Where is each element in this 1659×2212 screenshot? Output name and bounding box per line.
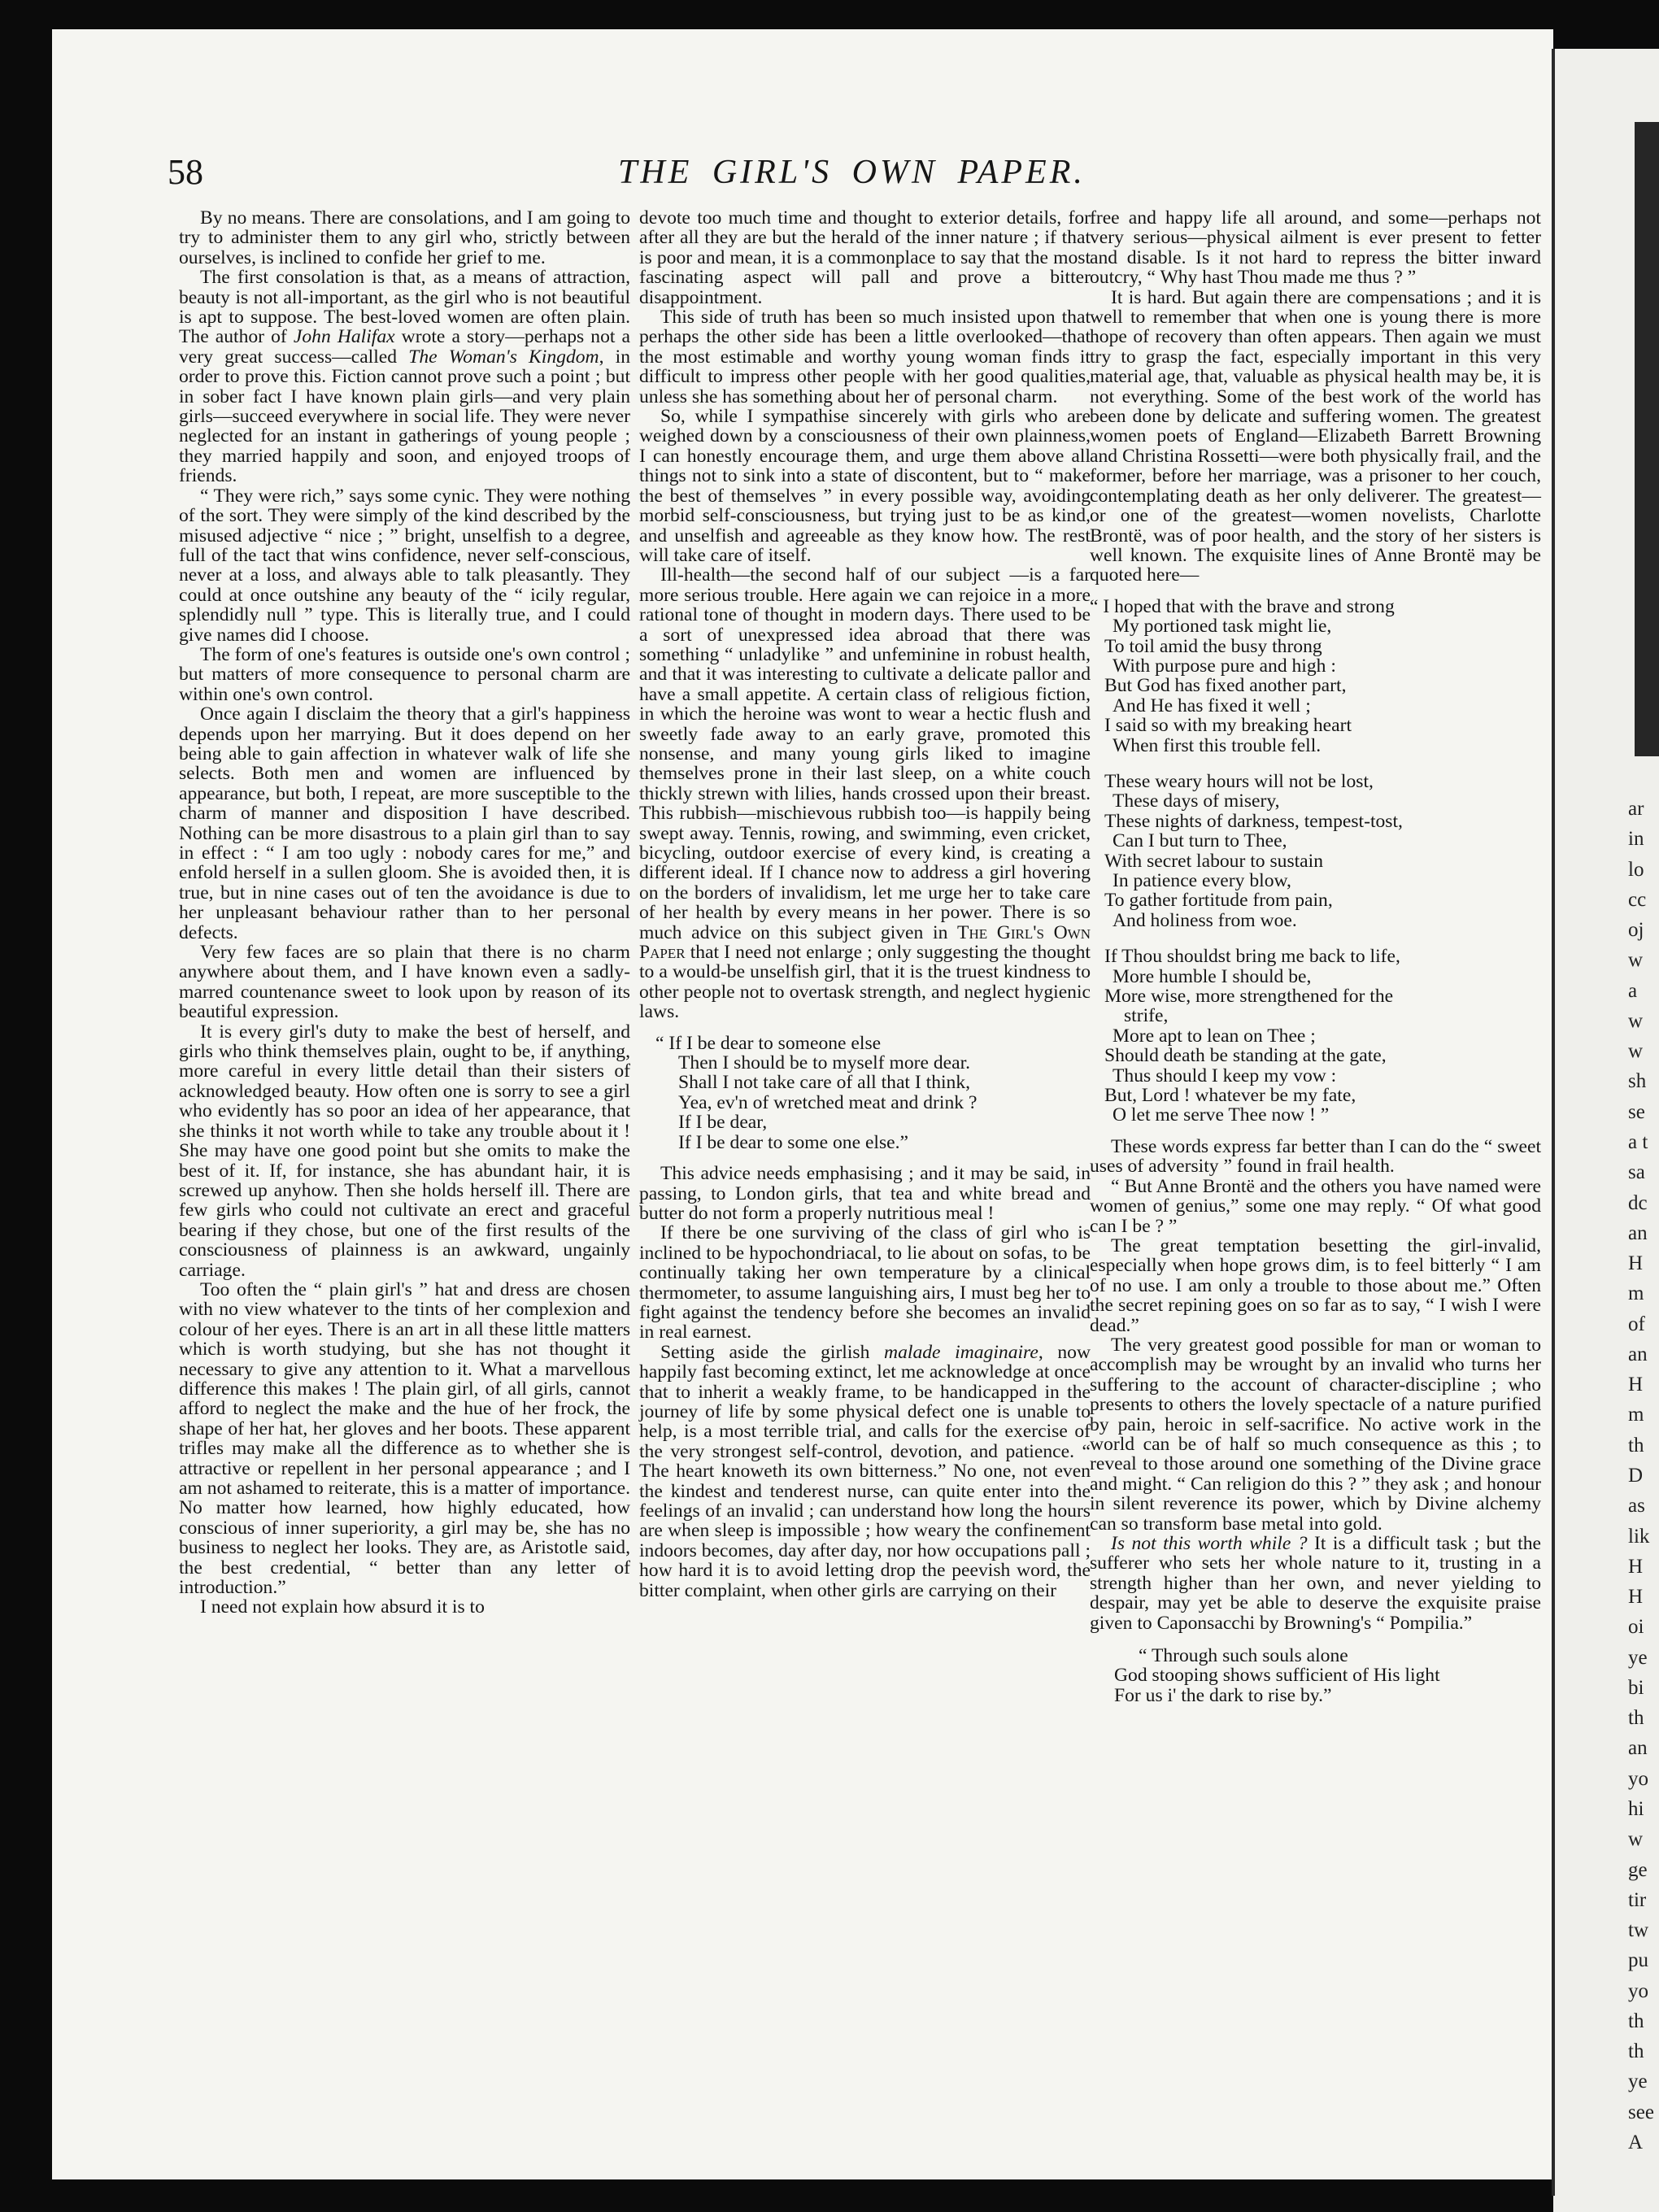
facing-page-fragment: of <box>1628 1313 1645 1335</box>
facing-page-fragment: ye <box>1628 1647 1648 1669</box>
verse-line: But God has fixed another part, <box>1104 675 1347 697</box>
verse-line: Yea, ev'n of wretched meat and drink ? <box>678 1091 978 1113</box>
facing-page-fragment: a t <box>1628 1131 1648 1153</box>
facing-page-fragment: H <box>1628 1586 1644 1608</box>
paragraph: This advice needs emphasising ; and it may be said, in passing, to London girls, that tea and white bread and butter do not form a properly nutritious meal ! <box>639 1163 1091 1224</box>
italic-lead: Is not this worth while ? <box>1111 1533 1308 1554</box>
book-title: John Halifax <box>293 326 395 348</box>
facing-page-fragment: H <box>1628 1374 1644 1396</box>
verse-line: If Thou shouldst bring me back to life, <box>1104 946 1400 968</box>
facing-page-fragment: hi <box>1628 1798 1644 1820</box>
facing-page-fragment: a <box>1628 980 1638 1002</box>
paragraph: By no means. There are consolations, and I am going to try to administer them to any girl who, strictly between ourselves, is inclined to confide her grief to me. <box>179 207 630 268</box>
facing-page-fragment: lik <box>1628 1526 1650 1548</box>
facing-page-fragment: w <box>1628 1040 1644 1062</box>
paragraph: Ill-health—the second half of our subject —is a far more serious trouble. Here again we can rejoice in a more rational tone of thought in modern days. There used to be a sort of unexpressed idea abroad that there was something “ unladylike ” and unfeminine in robust health, and that it was interesting to cultivate a delicate pallor and have a small appetite. A certain class of religious fiction, in which the heroine was wont to wear a hectic flush and sweetly fade away to an early grave, promoted this nonsense, and many young girls liked to imagine themselves prone in their last sleep, on a white couch thickly strewn with lilies, hands crossed upon their breast. This rubbish—mischievous rubbish too—is happily being swept away. Tennis, rowing, and swimming, even cricket, bicycling, outdoor exercise of every kind, is creating a different ideal. If I chance now to address a girl hovering on the borders of invalidism, let me urge her to take care of her health by every means in her power. There is so much advice on this subject given in The Girl's Own Paper that I need not enlarge ; only suggesting the thought to a would-be unselfish girl, that it is the truest kindness to other people not to overtask strength, and neglect hygienic laws. <box>639 564 1091 1023</box>
facing-page-fragment: in <box>1628 828 1644 850</box>
facing-page-fragment: H <box>1628 1556 1644 1578</box>
verse-line: My portioned task might lie, <box>1113 616 1332 638</box>
paragraph: It is hard. But again there are compensations ; and it is well to remember that when one is young there is more hope of recovery than often appears. Then again we must try to grasp the fact, especially important in this very material age, that, valuable as physical health may be, it is not everything. Some of the best work of the world has been done by delicate and suffering women. The greatest women poets of England—Elizabeth Barrett Browning and Christina Rossetti—were both physically frail, and the former, before her marriage, was a prisoner to her couch, contemplating death as her only deliverer. The greatest—or one of the greatest—women novelists, Charlotte Brontë, was of poor health, and the story of her sisters is well known. The exquisite lines of Anne Brontë may be quoted here— <box>1090 286 1541 586</box>
facing-page-fragment: as <box>1628 1495 1645 1517</box>
paragraph: Once again I disclaim the theory that a girl's happiness depends upon her marrying. But it does depend on her being able to gain affection in whatever walk of life she selects. Both men and women are influenced by appearance, but both, I repeat, are more susceptible to the charm of manner and disposition I have described. Nothing can be more disastrous to a plain girl than to say in effect : “ I am too ugly : nobody cares for me,” and enfold herself in a sullen gloom. She is avoided then, it is true, but in nine cases out of ten the avoidance is due to her unpleasant behaviour rather than to her personal defects. <box>179 703 630 943</box>
facing-page-fragment: pu <box>1628 1949 1648 1971</box>
verse-line: More humble I should be, <box>1113 965 1312 987</box>
facing-page-fragment: tir <box>1628 1889 1647 1911</box>
verse-line: More apt to lean on Thee ; <box>1113 1025 1316 1047</box>
verse-line: But, Lord ! whatever be my fate, <box>1104 1085 1356 1107</box>
verse-line: O let me serve Thee now ! ” <box>1113 1104 1330 1126</box>
facing-page-fragment: ye <box>1628 2070 1648 2092</box>
gutter-shadow <box>1552 49 1555 2196</box>
facing-page-fragment: m <box>1628 1282 1644 1304</box>
verse-line: These weary hours will not be lost, <box>1104 770 1374 792</box>
verse-line: To gather fortitude from pain, <box>1104 890 1333 912</box>
stanza <box>1090 947 1541 1126</box>
facing-page-illustration-edge <box>1635 122 1659 756</box>
verse-line: Should death be standing at the gate, <box>1104 1045 1387 1067</box>
column-1 <box>179 208 630 1618</box>
verse-line: And holiness from woe. <box>1113 909 1297 931</box>
paragraph: “ They were rich,” says some cynic. They were nothing of the sort. They were simply of the kind described by the misused adjective “ nice ; ” bright, unselfish to a degree, full of the tact that wins confidence, never self-conscious, never at a loss, and always able to talk pleasantly. They could at once outshine any beauty of the “ icily regular, splendidly null ” type. This is literally true, and I could give names did I choose. <box>179 485 630 646</box>
paragraph: Is not this worth while ? It is a difficult task ; but the sufferer who sets her whole nature to it, trusting in a strength higher than her own, and never yielding to despair, may yet be able to deserve the exquisite praise given to Caponsacchi by Browning's “ Pompilia.” <box>1090 1533 1542 1634</box>
facing-page-fragment: w <box>1628 949 1644 971</box>
verse-line: These nights of darkness, tempest-tost, <box>1104 810 1403 832</box>
foreign-phrase: malade imaginaire <box>884 1341 1039 1363</box>
facing-page-fragment: an <box>1628 1222 1648 1244</box>
verse-line: With secret labour to sustain <box>1104 850 1324 872</box>
verse-line: These days of misery, <box>1113 790 1280 812</box>
paragraph: The form of one's features is outside one's own control ; but matters of more consequence to personal charm are within one's own control. <box>179 643 630 705</box>
verse-line: To toil amid the busy throng <box>1104 635 1322 657</box>
facing-page-fragment: lo <box>1628 859 1644 881</box>
facing-page-fragment: yo <box>1628 1980 1648 2002</box>
paragraph: Too often the “ plain girl's ” hat and dress are chosen with no view whatever to the tints of her complexion and colour of her eyes. There is an art in all these little matters which is worth studying, but she has not thought it necessary to give any attention to it. What a marvellous difference this makes ! The plain girl, of all girls, cannot afford to neglect the make and the hue of her frock, the shape of her hat, her gloves and her boots. These apparent trifles may make all the difference as to whether she is attractive or repellent in her personal appearance ; and I am not ashamed to reiterate, this is a matter of importance. No matter how learned, how highly educated, how conscious of inner superiority, a girl may be, she has no business to neglect her looks. They are, as Aristotle said, the best credential, “ better than any letter of introduction.” <box>179 1278 630 1599</box>
verse-line: “ Through such souls alone <box>1139 1645 1348 1667</box>
facing-page-fragment: A <box>1628 2131 1644 2153</box>
verse-line: “ If I be dear to someone else <box>655 1032 882 1054</box>
paragraph: devote too much time and thought to exterior details, for after all they are but the herald of the inner nature ; if that is poor and mean, it is a commonplace to say that the most fascinating aspect will pall and prove a bitter disappointment. <box>639 207 1091 308</box>
verse-line: strife, <box>1124 1005 1169 1027</box>
facing-page-fragment: oj <box>1628 919 1644 941</box>
verse-line: Thus should I keep my vow : <box>1113 1065 1337 1086</box>
facing-page-fragment: th <box>1628 2040 1644 2062</box>
facing-page-fragment: oi <box>1628 1616 1644 1638</box>
verse-line: With purpose pure and high : <box>1113 655 1336 677</box>
verse-line: “ I hoped that with the brave and strong <box>1090 595 1395 617</box>
facing-page-fragment: m <box>1628 1404 1644 1426</box>
magazine-title: The Girl's Own Paper <box>639 921 1091 964</box>
verse-line: Then I should be to myself more dear. <box>678 1052 971 1074</box>
facing-page-fragment: th <box>1628 1435 1644 1457</box>
running-title: THE GIRL'S OWN PAPER. <box>618 154 1086 191</box>
verse-quotation-browning <box>1090 1646 1541 1705</box>
facing-page-fragment: yo <box>1628 1768 1648 1790</box>
column-3 <box>1090 208 1541 1717</box>
verse-line: For us i' the dark to rise by.” <box>1114 1684 1332 1706</box>
paragraph: So, while I sympathise sincerely with girls who are weighed down by a consciousness of their own plainness, I can honestly encourage them, and urge them above all things not to sink into a state of discontent, but to “ make the best of themselves ” in every possible way, avoiding morbid self-consciousness, but trying just to be as kind, and unselfish and agreeable as they know how. The rest will take care of itself. <box>639 406 1091 566</box>
paragraph: If there be one surviving of the class of girl who is inclined to be hypochondriacal, to lie about on sofas, to be continually taking her own temperature by a clinical thermometer, to assume languishing airs, I must beg her to fight against the tendency before she becomes an invalid in real earnest. <box>639 1222 1091 1343</box>
paragraph: The great temptation besetting the girl-invalid, especially when hope grows dim, is to feel bitterly “ I am of no use. I am only a trouble to those about me.” Often the secret repining goes on so far as to say, “ I wish I were dead.” <box>1090 1234 1541 1336</box>
paragraph: This side of truth has been so much insisted upon that perhaps the other side has been a little overlooked—that the most estimable and worthy young woman finds it difficult to impress other people with her good qualities, unless she has something about her of personal charm. <box>639 307 1091 407</box>
facing-page-fragment: ge <box>1628 1859 1648 1881</box>
facing-page-fragment: ar <box>1628 798 1644 820</box>
paragraph: “ But Anne Brontë and the others you have named were women of genius,” some one may reply. “ Of what good can I be ? ” <box>1090 1175 1541 1237</box>
verse-line: When first this trouble fell. <box>1113 734 1322 756</box>
paragraph: These words express far better than I can do the “ sweet uses of adversity ” found in frail health. <box>1090 1135 1541 1178</box>
facing-page-fragment: H <box>1628 1252 1644 1274</box>
facing-page-fragment: an <box>1628 1737 1648 1759</box>
paragraph: Very few faces are so plain that there is no charm anywhere about them, and I have known even a sadly-marred countenance sweet to look upon by reason of its beautiful expression. <box>179 942 630 1023</box>
facing-page-fragment: see <box>1628 2101 1654 2123</box>
facing-page-fragment: sh <box>1628 1070 1647 1092</box>
verse-line: And He has fixed it well ; <box>1113 695 1311 716</box>
stanza <box>1090 772 1541 930</box>
paragraph: The very greatest good possible for man or woman to accomplish may be wrought by an invalid who turns her suffering to the account of character-discipline ; who presents to others the lovely spectacle of a nature purified by pain, heroic in self-sacrifice. No active work in the world can be of half so much consequence as this ; to reveal to those around one something of the Divine grace and might. “ Can religion do this ? ” they ask ; and honour in silent reverence its power, which by Divine alchemy can so transform base metal into gold. <box>1090 1334 1541 1535</box>
verse-line: If I be dear, <box>678 1112 768 1134</box>
facing-page-fragment: th <box>1628 1707 1644 1729</box>
paragraph: I need not explain how absurd it is to <box>200 1596 485 1618</box>
verse-line: Can I but turn to Thee, <box>1113 830 1287 852</box>
paragraph: The first consolation is that, as a means of attraction, beauty is not all-important, as the girl who is not beautiful is apt to suppose. The best-loved women are often plain. The author of John Halifax wrote a story—perhaps not a very great success—called The Woman's Kingdom, in order to prove this. Fiction cannot prove such a point ; but in sober fact I have known plain girls—and very plain girls—succeed everywhere in social life. They were never neglected for an instant in gatherings of young people ; they married happily and soon, and enjoyed troops of friends. <box>179 267 630 487</box>
facing-page-fragment: tw <box>1628 1919 1648 1941</box>
facing-page-fragment: bi <box>1628 1677 1644 1699</box>
page-number: 58 <box>168 152 203 192</box>
paragraph: free and happy life all around, and some—perhaps not very serious—physical ailment is ever present to fetter and disable. Is it not hard to repress the bitter inward outcry, “ Why hast Thou made me thus ? ” <box>1090 207 1541 289</box>
verse-line: If I be dear to some one else.” <box>678 1131 908 1153</box>
paragraph: Setting aside the girlish malade imaginaire, now happily fast becoming extinct, let me acknowledge at once that to inherit a weakly frame, to be handicapped in the journey of life by some physical defect one is unable to help, is a most terrible trial, and calls for the exercise of the very strongest self-control, devotion, and patience. “ The heart knoweth its own bitterness.” No one, not even the kindest and tenderest nurse, can quite enter into the feelings of an invalid ; can understand how long the hours are when sleep is impossible ; how weary the confinement indoors becomes, day after day, nor how occupations pall ; how hard it is to avoid letting drop the peevish word, the bitter complaint, when other girls are carrying on their <box>639 1341 1091 1601</box>
column-2 <box>639 208 1091 1600</box>
facing-page-fragment: D <box>1628 1465 1644 1487</box>
verse-line: In patience every blow, <box>1113 870 1291 891</box>
stanza <box>1090 597 1541 755</box>
facing-page-fragment: th <box>1628 2010 1644 2032</box>
verse-line: Shall I not take care of all that I think, <box>678 1072 971 1094</box>
verse-line: God stooping shows sufficient of His light <box>1114 1665 1440 1687</box>
verse-quotation <box>655 1034 1091 1152</box>
facing-page-fragment: se <box>1628 1101 1645 1123</box>
verse-line: I said so with my breaking heart <box>1104 715 1352 737</box>
facing-page-fragment: sa <box>1628 1161 1645 1183</box>
facing-page-fragment: dc <box>1628 1192 1648 1214</box>
verse-line: More wise, more strengthened for the <box>1104 986 1394 1008</box>
facing-page-fragment: w <box>1628 1010 1644 1032</box>
facing-page-fragment: w <box>1628 1828 1644 1850</box>
facing-page-fragment: an <box>1628 1343 1648 1365</box>
facing-page-fragment: cc <box>1628 889 1647 911</box>
verse-quotation-anne-bronte <box>1090 597 1541 1126</box>
book-title: The Woman's Kingdom <box>408 346 599 368</box>
paragraph: It is every girl's duty to make the best of herself, and girls who think themselves plain, ought to be, if anything, more careful in every little detail than their sisters of acknowledged beauty. How often one is sorry to see a girl who evidently has so poor an idea of her appearance, that she thinks it not worth while to take any trouble about it ! She may have one good point but she omits to make the best of it. If, for instance, she has abundant hair, it is screwed up anyhow. Then she holds herself ill. There are few girls who could not cultivate an erect and graceful bearing if they chose, but one of the first results of the consciousness of plainness is an awkward, ungainly carriage. <box>179 1021 630 1281</box>
